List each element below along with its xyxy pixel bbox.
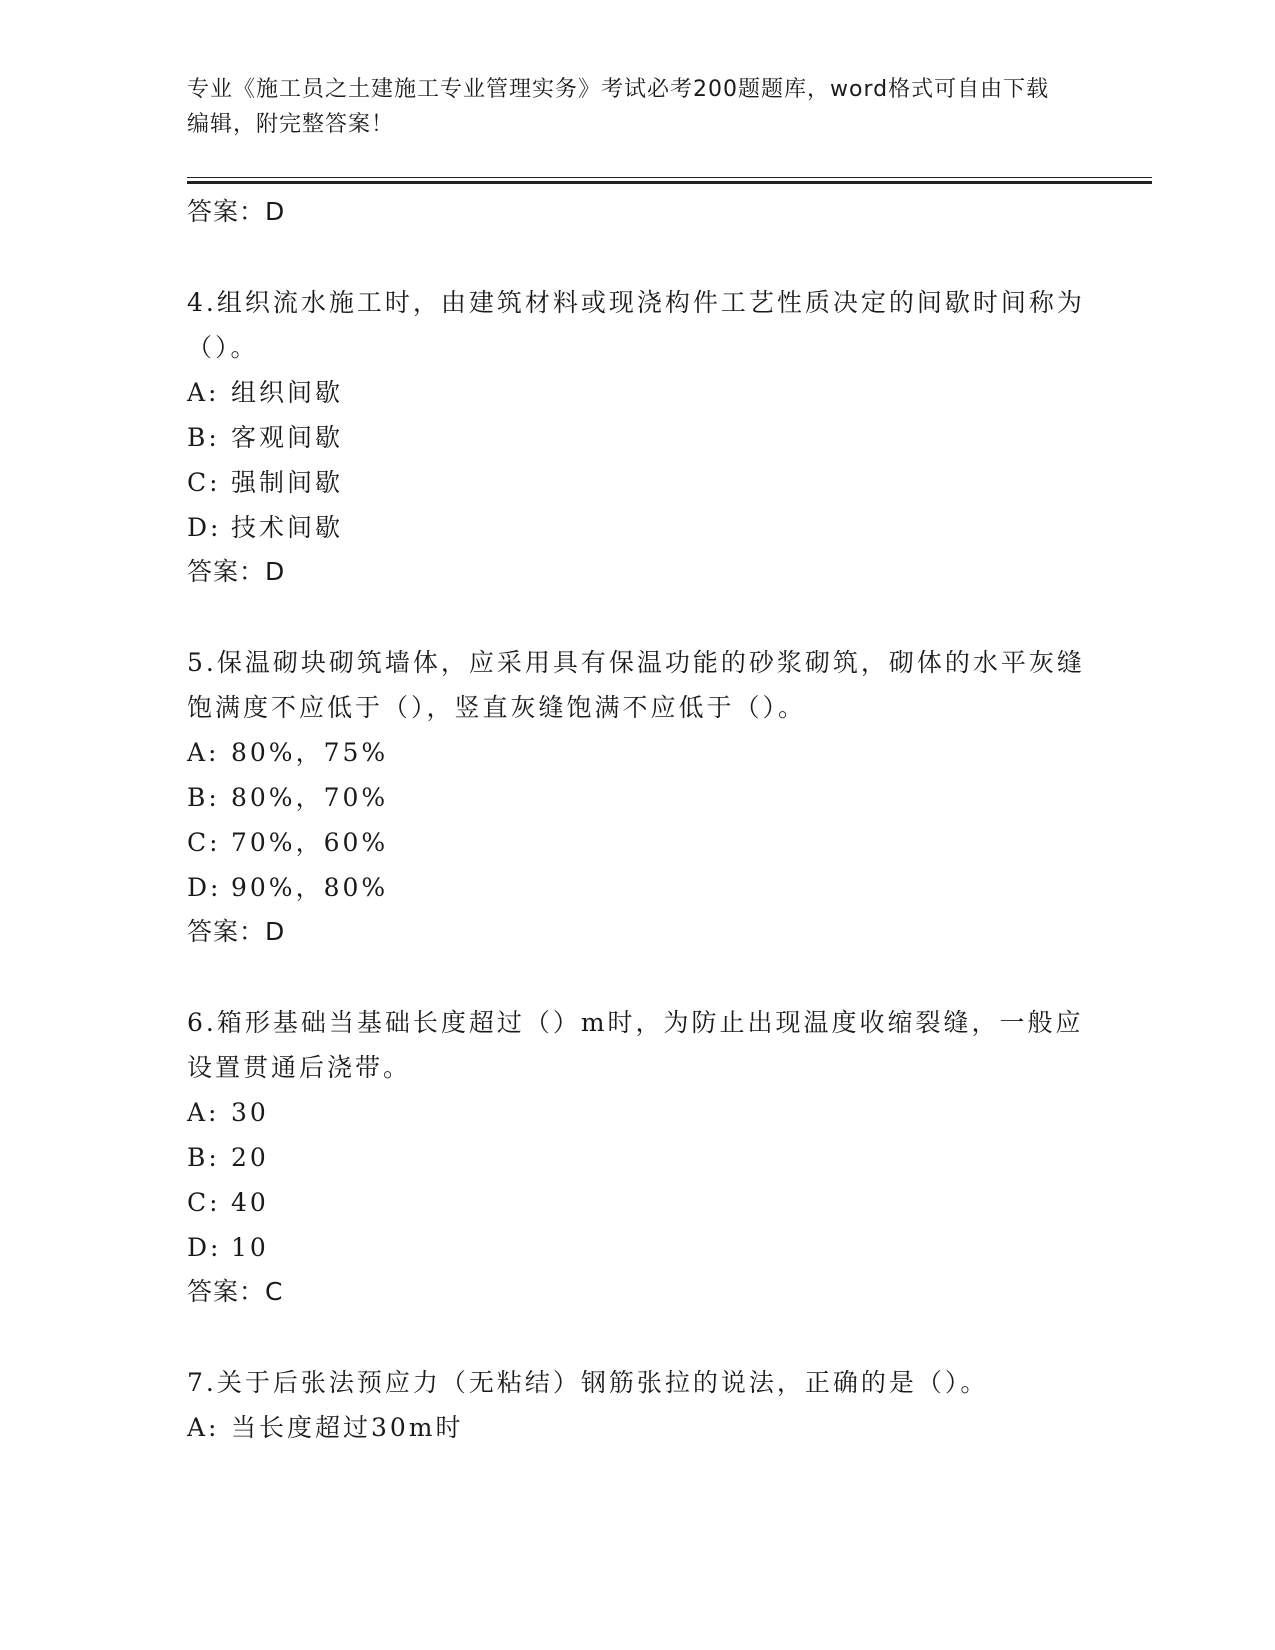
option-d <box>187 865 1147 910</box>
option-label: C: <box>187 468 221 497</box>
option-label: C: <box>187 1188 221 1217</box>
question-text: 5.保温砌块砌筑墙体，应采用具有保温功能的砂浆砌筑，砌体的水平灰缝饱满度不应低于（），竖直灰缝饱满不应低于（）。 <box>187 648 1085 722</box>
option-d <box>187 505 1147 550</box>
option-c <box>187 1180 1147 1225</box>
option-value: 80%，75% <box>231 738 389 767</box>
header-rule-thin <box>187 177 1152 178</box>
option-a <box>187 1405 1147 1450</box>
question-6 <box>187 1000 1147 1314</box>
option-d <box>187 1225 1147 1270</box>
option-label: D: <box>187 1233 222 1262</box>
option-a <box>187 370 1147 415</box>
option-label: A: <box>187 1413 220 1442</box>
answer-line: 答案：D <box>187 917 286 946</box>
question-7 <box>187 1360 1147 1450</box>
document-page <box>187 0 1147 1650</box>
option-value: 10 <box>231 1233 269 1262</box>
option-label: B: <box>187 423 220 452</box>
option-c <box>187 820 1147 865</box>
option-label: A: <box>187 378 220 407</box>
answer-line: 答案：D <box>187 557 286 586</box>
option-label: D: <box>187 513 222 542</box>
answer-line: 答案：D <box>187 197 286 226</box>
option-value: 客观间歇 <box>231 423 344 452</box>
option-label: B: <box>187 1143 220 1172</box>
option-label: A: <box>187 738 220 767</box>
question-text: 4.组织流水施工时，由建筑材料或现浇构件工艺性质决定的间歇时间称为（）。 <box>187 288 1085 362</box>
option-label: C: <box>187 828 221 857</box>
option-value: 90%，80% <box>231 873 389 902</box>
option-value: 20 <box>231 1143 269 1172</box>
option-c <box>187 460 1147 505</box>
option-value: 40 <box>231 1188 269 1217</box>
question-5 <box>187 640 1147 954</box>
question-text: 7.关于后张法预应力（无粘结）钢筋张拉的说法，正确的是（）。 <box>187 1368 989 1397</box>
option-value: 技术间歇 <box>231 513 344 542</box>
question-4 <box>187 280 1147 594</box>
option-label: D: <box>187 873 222 902</box>
option-b <box>187 1135 1147 1180</box>
option-value: 强制间歇 <box>231 468 344 497</box>
option-value: 30 <box>231 1098 269 1127</box>
option-label: B: <box>187 783 220 812</box>
header-rule-thick <box>187 181 1152 184</box>
option-a <box>187 730 1147 775</box>
answer-line: 答案：C <box>187 1277 284 1306</box>
option-value: 当长度超过30m时 <box>231 1413 464 1442</box>
option-value: 80%，70% <box>231 783 389 812</box>
option-b <box>187 775 1147 820</box>
option-a <box>187 1090 1147 1135</box>
question-list <box>187 190 1147 1450</box>
option-value: 70%，60% <box>231 828 389 857</box>
question-text: 6.箱形基础当基础长度超过（）m时，为防止出现温度收缩裂缝，一般应设置贯通后浇带。 <box>187 1008 1084 1082</box>
option-value: 组织间歇 <box>231 378 344 407</box>
document-header: 专业《施工员之土建施工专业管理实务》考试必考200题题库，word格式可自由下载编辑，附完整答案！ <box>187 77 1050 137</box>
option-label: A: <box>187 1098 220 1127</box>
option-b <box>187 415 1147 460</box>
